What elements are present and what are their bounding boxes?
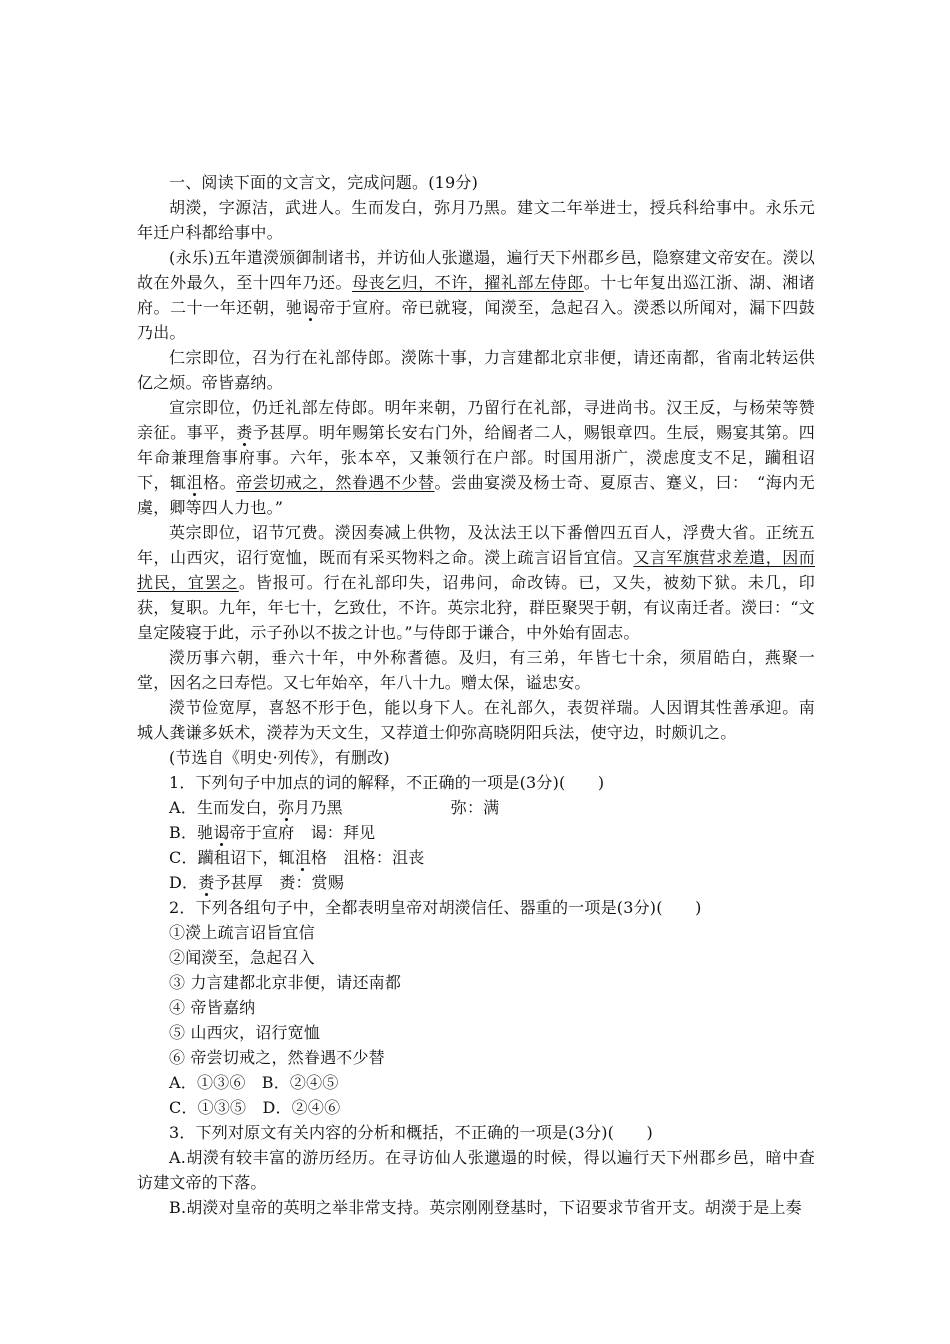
passage-paragraph-3: 仁宗即位，召为行在礼部侍郎。濙陈十事，力言建都北京非便，请还南都，省南北转运供亿之烦。帝皆嘉纳。 xyxy=(137,348,815,392)
text-run: 予甚厚。明年赐第长安右门外，给阍者二人，赐银章四。生辰，赐宴其第。四年命兼理詹事府事。六年，张本卒，又兼领行在户部。时国用浙广，濙虑度支不足，躏租诏下，辄 xyxy=(137,423,815,492)
underlined-sentence: 又言军旗营求差遣，因而扰民，宜罢之 xyxy=(137,548,815,592)
question-2-item: ②闻濙至，急起召入 xyxy=(169,948,315,967)
text-run: C．躏租诏下，辄 xyxy=(169,848,295,867)
question-1-option-b xyxy=(137,820,815,845)
passage-paragraph-1: 胡濙，字源洁，武进人。生而发白，弥月乃黑。建文二年举进士，授兵科给事中。永乐元年迁户科都给事中。 xyxy=(137,198,815,242)
dotted-word: 谒 xyxy=(302,298,319,317)
text-run: 宣宗即位，仍迁礼部左侍郎。明年来朝，乃留行在礼部，寻进尚书。汉王反，与杨荣等赞亲征。事平， xyxy=(137,398,815,442)
question-2-item: ③ 力言建都北京非便，请还南都 xyxy=(169,973,402,992)
question-1-stem: 1．下列句子中加点的词的解释，不正确的一项是(3分)( ) xyxy=(169,773,605,792)
dotted-word: 赉 xyxy=(198,873,215,892)
text-run: 格 沮格：沮丧 xyxy=(311,848,425,867)
dotted-word: 沮 xyxy=(186,473,204,492)
question-2-options-ab: A．①③⑥ B．②④⑤ xyxy=(169,1073,339,1092)
passage-paragraph-6: 濙历事六朝，垂六十年，中外称耆德。及归，有三弟，年皆七十余，须眉皓白，燕聚一堂，因名之曰寿恺。又七年始卒，年八十九。赠太保，谥忠安。 xyxy=(137,648,815,692)
question-2-stem: 2．下列各组句子中，全都表明皇帝对胡濙信任、器重的一项是(3分)( ) xyxy=(169,898,702,917)
text-run: 。尝曲宴濙及杨士奇、夏原吉、蹇义，曰： “海内无虞，卿等四人力也。” xyxy=(137,473,816,517)
text-run: (永乐)五年遣濙颁御制诸书，并访仙人张邋遢，遍行天下州郡乡邑，隐察建文帝安在。濙以故在外最久，至十四年乃还。 xyxy=(137,248,815,292)
passage-paragraph-2 xyxy=(137,245,815,345)
text-run: 。皆报可。行在礼部印失，诏弗问，命改铸。已，又失，被劾下狱。未几，印获，复职。九年，年七十，乞致仕，不许。英宗北狩，群臣聚哭于朝，有议南迁者。濙曰：“文皇定陵寝于此，示子孙以不拔之计也。”与侍郎于谦合，中外始有固志。 xyxy=(137,573,816,642)
text-run: 予甚厚 赉：赏赐 xyxy=(214,873,345,892)
option-explanation: 弥：满 xyxy=(450,798,500,817)
source-citation: (节选自《明史·列传》，有删改) xyxy=(169,748,390,767)
dotted-word: 沮 xyxy=(294,848,312,867)
text-run: 。十七年复出巡江浙、湖、湘诸府。二十一年还朝，驰 xyxy=(137,273,815,317)
question-3-option-a: A.胡濙有较丰富的游历经历。在寻访仙人张邋遢的时候，得以遍行天下州郡乡邑，暗中查访建文帝的下落。 xyxy=(137,1148,815,1192)
passage-paragraph-7: 濙节俭宽厚，喜怒不形于色，能以身下人。在礼部久，表贺祥瑞。人因谓其性善承迎。南城人龚谦多妖术，濙荐为天文生，又荐道士仰弥高晓阴阳兵法，使守边，时颇讥之。 xyxy=(137,698,815,742)
question-2-options-cd: C．①③⑤ D．②④⑥ xyxy=(169,1098,341,1117)
question-2-item: ⑥ 帝尝切戒之，然眷遇不少替 xyxy=(169,1048,385,1067)
underlined-sentence: 母丧乞归，不许，擢礼部左侍郎 xyxy=(352,273,584,292)
text-run: 英宗即位，诏节冗费。濙因奏减上供物，及汰法王以下番僧四五百人，浮费大省。正统五年，山西灾，诏行宽恤，既而有采买物料之命。濙上疏言诏旨宜信。 xyxy=(137,523,815,567)
document-body xyxy=(137,170,815,1220)
question-2-item: ④ 帝皆嘉纳 xyxy=(169,998,256,1017)
text-run: 格。 xyxy=(203,473,237,492)
question-3-stem: 3．下列对原文有关内容的分析和概括，不正确的一项是(3分)( ) xyxy=(169,1123,653,1142)
text-run: 帝于宣府。帝已就寝，闻濙至，急起召入。濙悉以所闻对，漏下四鼓乃出。 xyxy=(137,298,815,342)
passage-paragraph-5 xyxy=(137,520,815,645)
question-1-option-c xyxy=(137,845,815,870)
passage-paragraph-4 xyxy=(137,395,815,520)
text-run: A．生而发白， xyxy=(169,798,278,817)
section-heading: 一、阅读下面的文言文，完成问题。(19分) xyxy=(169,173,479,192)
question-2-item: ①濙上疏言诏旨宜信 xyxy=(169,923,315,942)
text-run: B．驰 xyxy=(169,823,214,842)
question-2-item: ⑤ 山西灾，诏行宽恤 xyxy=(169,1023,321,1042)
dotted-word: 弥 xyxy=(277,798,295,817)
dotted-word: 赉 xyxy=(236,423,253,442)
dotted-word: 谒 xyxy=(213,823,230,842)
underlined-sentence: 帝尝切戒之，然眷遇不少替 xyxy=(236,473,435,492)
question-1-option-d xyxy=(137,870,815,895)
text-run: 帝于宣府 谒：拜见 xyxy=(229,823,376,842)
question-1-option-a xyxy=(137,795,815,820)
text-run: 月乃黑 xyxy=(294,798,343,817)
text-run: D． xyxy=(169,873,199,892)
question-3-option-b: B.胡濙对皇帝的英明之举非常支持。英宗刚刚登基时，下诏要求节省开支。胡濙于是上奏 xyxy=(169,1198,802,1217)
